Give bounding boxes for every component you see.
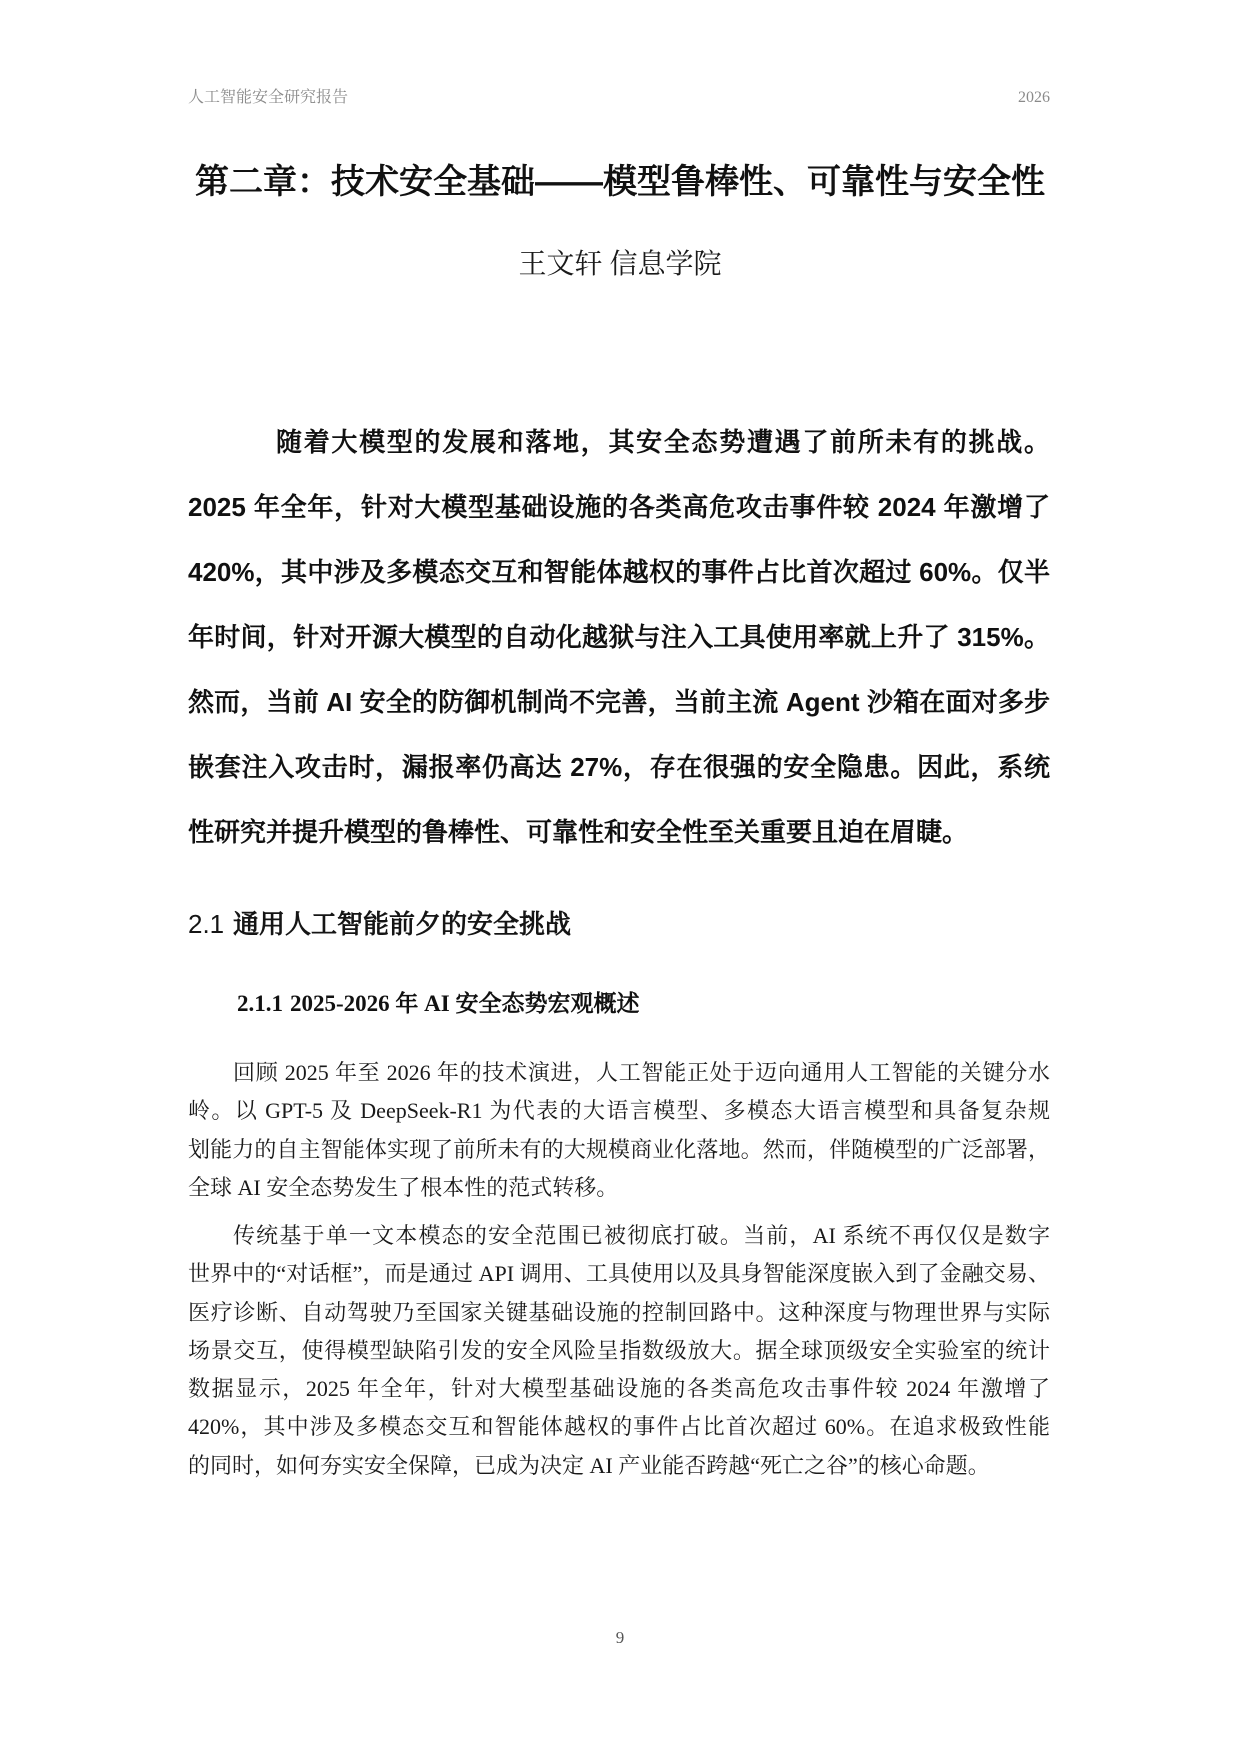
paragraph-line: 场景交互，使得模型缺陷引发的安全风险呈指数级放大。据全球顶级安全实验室的统计 <box>188 1337 1050 1363</box>
running-header-title: 人工智能安全研究报告 <box>188 89 349 106</box>
chapter-title: 第二章：技术安全基础——模型鲁棒性、可靠性与安全性 <box>195 163 1045 201</box>
intro-line: 420%，其中涉及多模态交互和智能体越权的事件占比首次超过 60%。仅半 <box>188 557 1050 587</box>
subsection-heading <box>237 988 639 1020</box>
section-number: 2.1 <box>188 909 225 939</box>
intro-line: 2025 年全年，针对大模型基础设施的各类高危攻击事件较 2024 年激增了 <box>188 492 1050 522</box>
body-paragraph <box>188 1217 1050 1485</box>
intro-line: 性研究并提升模型的鲁棒性、可靠性和安全性至关重要且迫在眉睫。 <box>188 817 969 847</box>
paragraph-line: 医疗诊断、自动驾驶乃至国家关键基础设施的控制回路中。这种深度与物理世界与实际 <box>188 1299 1050 1325</box>
section-heading <box>188 906 571 942</box>
intro-paragraph <box>188 410 1050 865</box>
section-title: 通用人工智能前夕的安全挑战 <box>233 909 572 939</box>
paragraph-line: 420%，其中涉及多模态交互和智能体越权的事件占比首次超过 60%。在追求极致性能 <box>188 1414 1050 1440</box>
subsection-number: 2.1.1 <box>237 991 283 1016</box>
intro-line: 年时间，针对开源大模型的自动化越狱与注入工具使用率就上升了 315%。 <box>188 622 1050 652</box>
chapter-author: 王文轩 信息学院 <box>518 249 722 280</box>
paragraph-line: 回顾 2025 年至 2026 年的技术演进，人工智能正处于迈向通用人工智能的关键分水 <box>233 1060 1050 1085</box>
intro-line: 嵌套注入攻击时，漏报率仍高达 27%，存在很强的安全隐患。因此，系统 <box>188 752 1050 782</box>
intro-line: 随着大模型的发展和落地，其安全态势遭遇了前所未有的挑战。 <box>276 427 1050 457</box>
paragraph-line: 岭。以 GPT-5 及 DeepSeek-R1 为代表的大语言模型、多模态大语言模型和具备复杂规 <box>188 1098 1050 1124</box>
running-header-year: 2026 <box>1018 89 1050 106</box>
subsection-title: 2025-2026 年 AI 安全态势宏观概述 <box>290 991 640 1016</box>
intro-line: 然而，当前 AI 安全的防御机制尚不完善，当前主流 Agent 沙箱在面对多步 <box>188 687 1050 717</box>
page-number: 9 <box>615 1628 625 1647</box>
paragraph-line: 世界中的“对话框”，而是通过 API 调用、工具使用以及具身智能深度嵌入到了金融交易、 <box>188 1261 1050 1287</box>
paragraph-line: 全球 AI 安全态势发生了根本性的范式转移。 <box>188 1174 619 1200</box>
paragraph-line: 的同时，如何夯实安全保障，已成为决定 AI 产业能否跨越“死亡之谷”的核心命题。 <box>188 1452 990 1478</box>
paragraph-line: 划能力的自主智能体实现了前所未有的大规模商业化落地。然而，伴随模型的广泛部署， <box>188 1136 1050 1162</box>
paragraph-line: 数据显示，2025 年全年，针对大模型基础设施的各类高危攻击事件较 2024 年激增了 <box>188 1376 1050 1402</box>
paragraph-line: 传统基于单一文本模态的安全范围已被彻底打破。当前，AI 系统不再仅仅是数字 <box>233 1223 1050 1248</box>
body-paragraph <box>188 1054 1050 1207</box>
